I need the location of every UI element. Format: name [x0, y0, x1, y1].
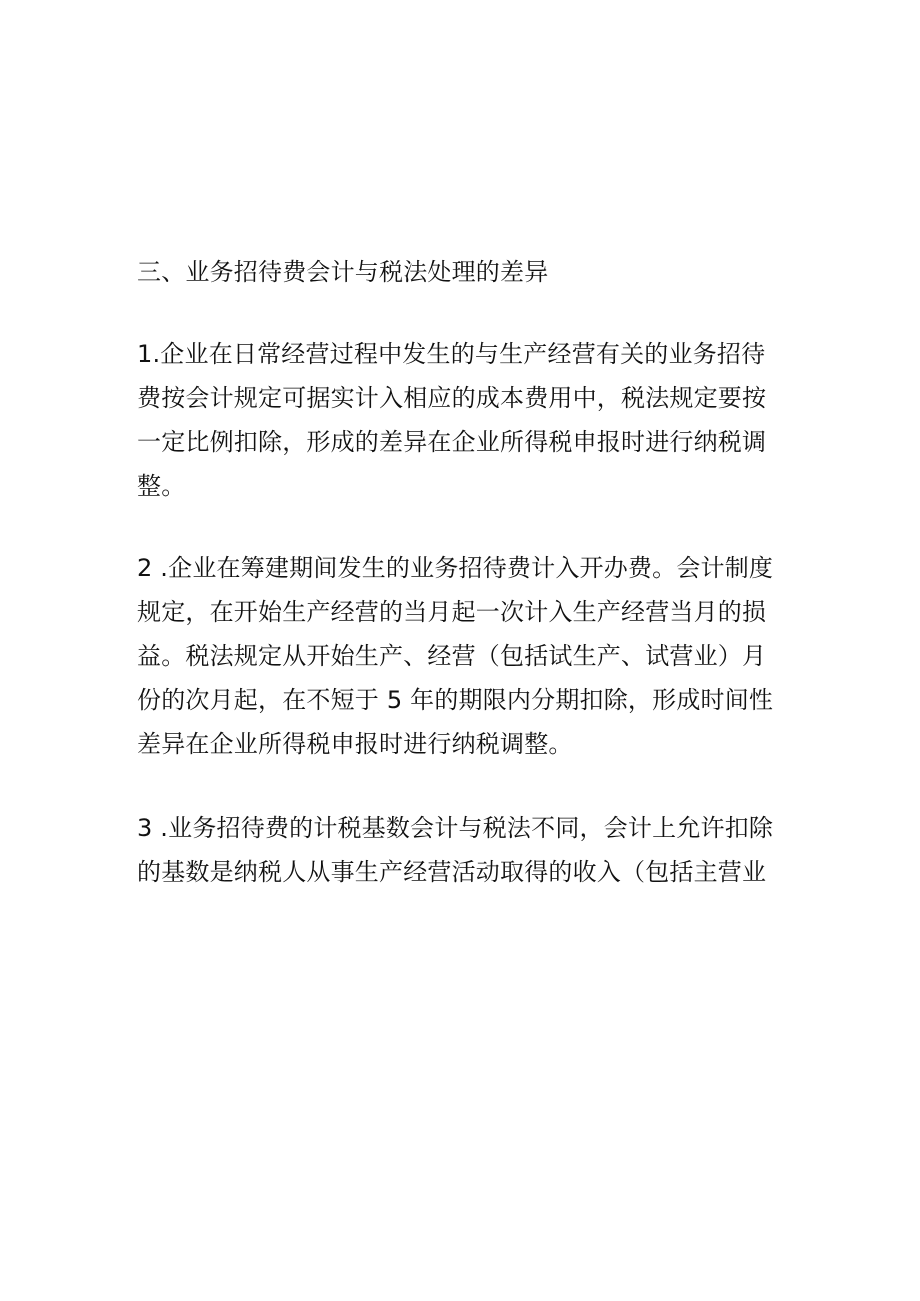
document-content	[137, 250, 789, 894]
paragraph-1-line-2: 费按会计规定可据实计入相应的成本费用中，税法规定要按	[137, 384, 767, 412]
paragraph-2-line-2: 规定，在开始生产经营的当月起一次计入生产经营当月的损	[137, 598, 767, 626]
paragraph-3	[137, 806, 789, 894]
paragraph-2-line-4: 份的次月起，在不短于 5 年的期限内分期扣除，形成时间性	[137, 686, 774, 714]
paragraph-2-line-1: 2 .企业在筹建期间发生的业务招待费计入开办费。会计制度	[137, 554, 774, 582]
paragraph-2-line-5: 差异在企业所得税申报时进行纳税调整。	[137, 730, 573, 758]
paragraph-1-line-1: 1.企业在日常经营过程中发生的与生产经营有关的业务招待	[137, 340, 766, 368]
paragraph-3-line-2: 的基数是纳税人从事生产经营活动取得的收入（包括主营业	[137, 858, 767, 886]
paragraph-3-line-1: 3 .业务招待费的计税基数会计与税法不同，会计上允许扣除	[137, 814, 774, 842]
paragraph-2	[137, 546, 789, 766]
paragraph-2-line-3: 益。税法规定从开始生产、经营（包括试生产、试营业）月	[137, 642, 767, 670]
paragraph-1-line-3: 一定比例扣除，形成的差异在企业所得税申报时进行纳税调	[137, 428, 767, 456]
section-heading: 三、业务招待费会计与税法处理的差异	[137, 258, 549, 286]
paragraph-1-line-4: 整。	[137, 472, 186, 500]
paragraph-1	[137, 332, 789, 508]
